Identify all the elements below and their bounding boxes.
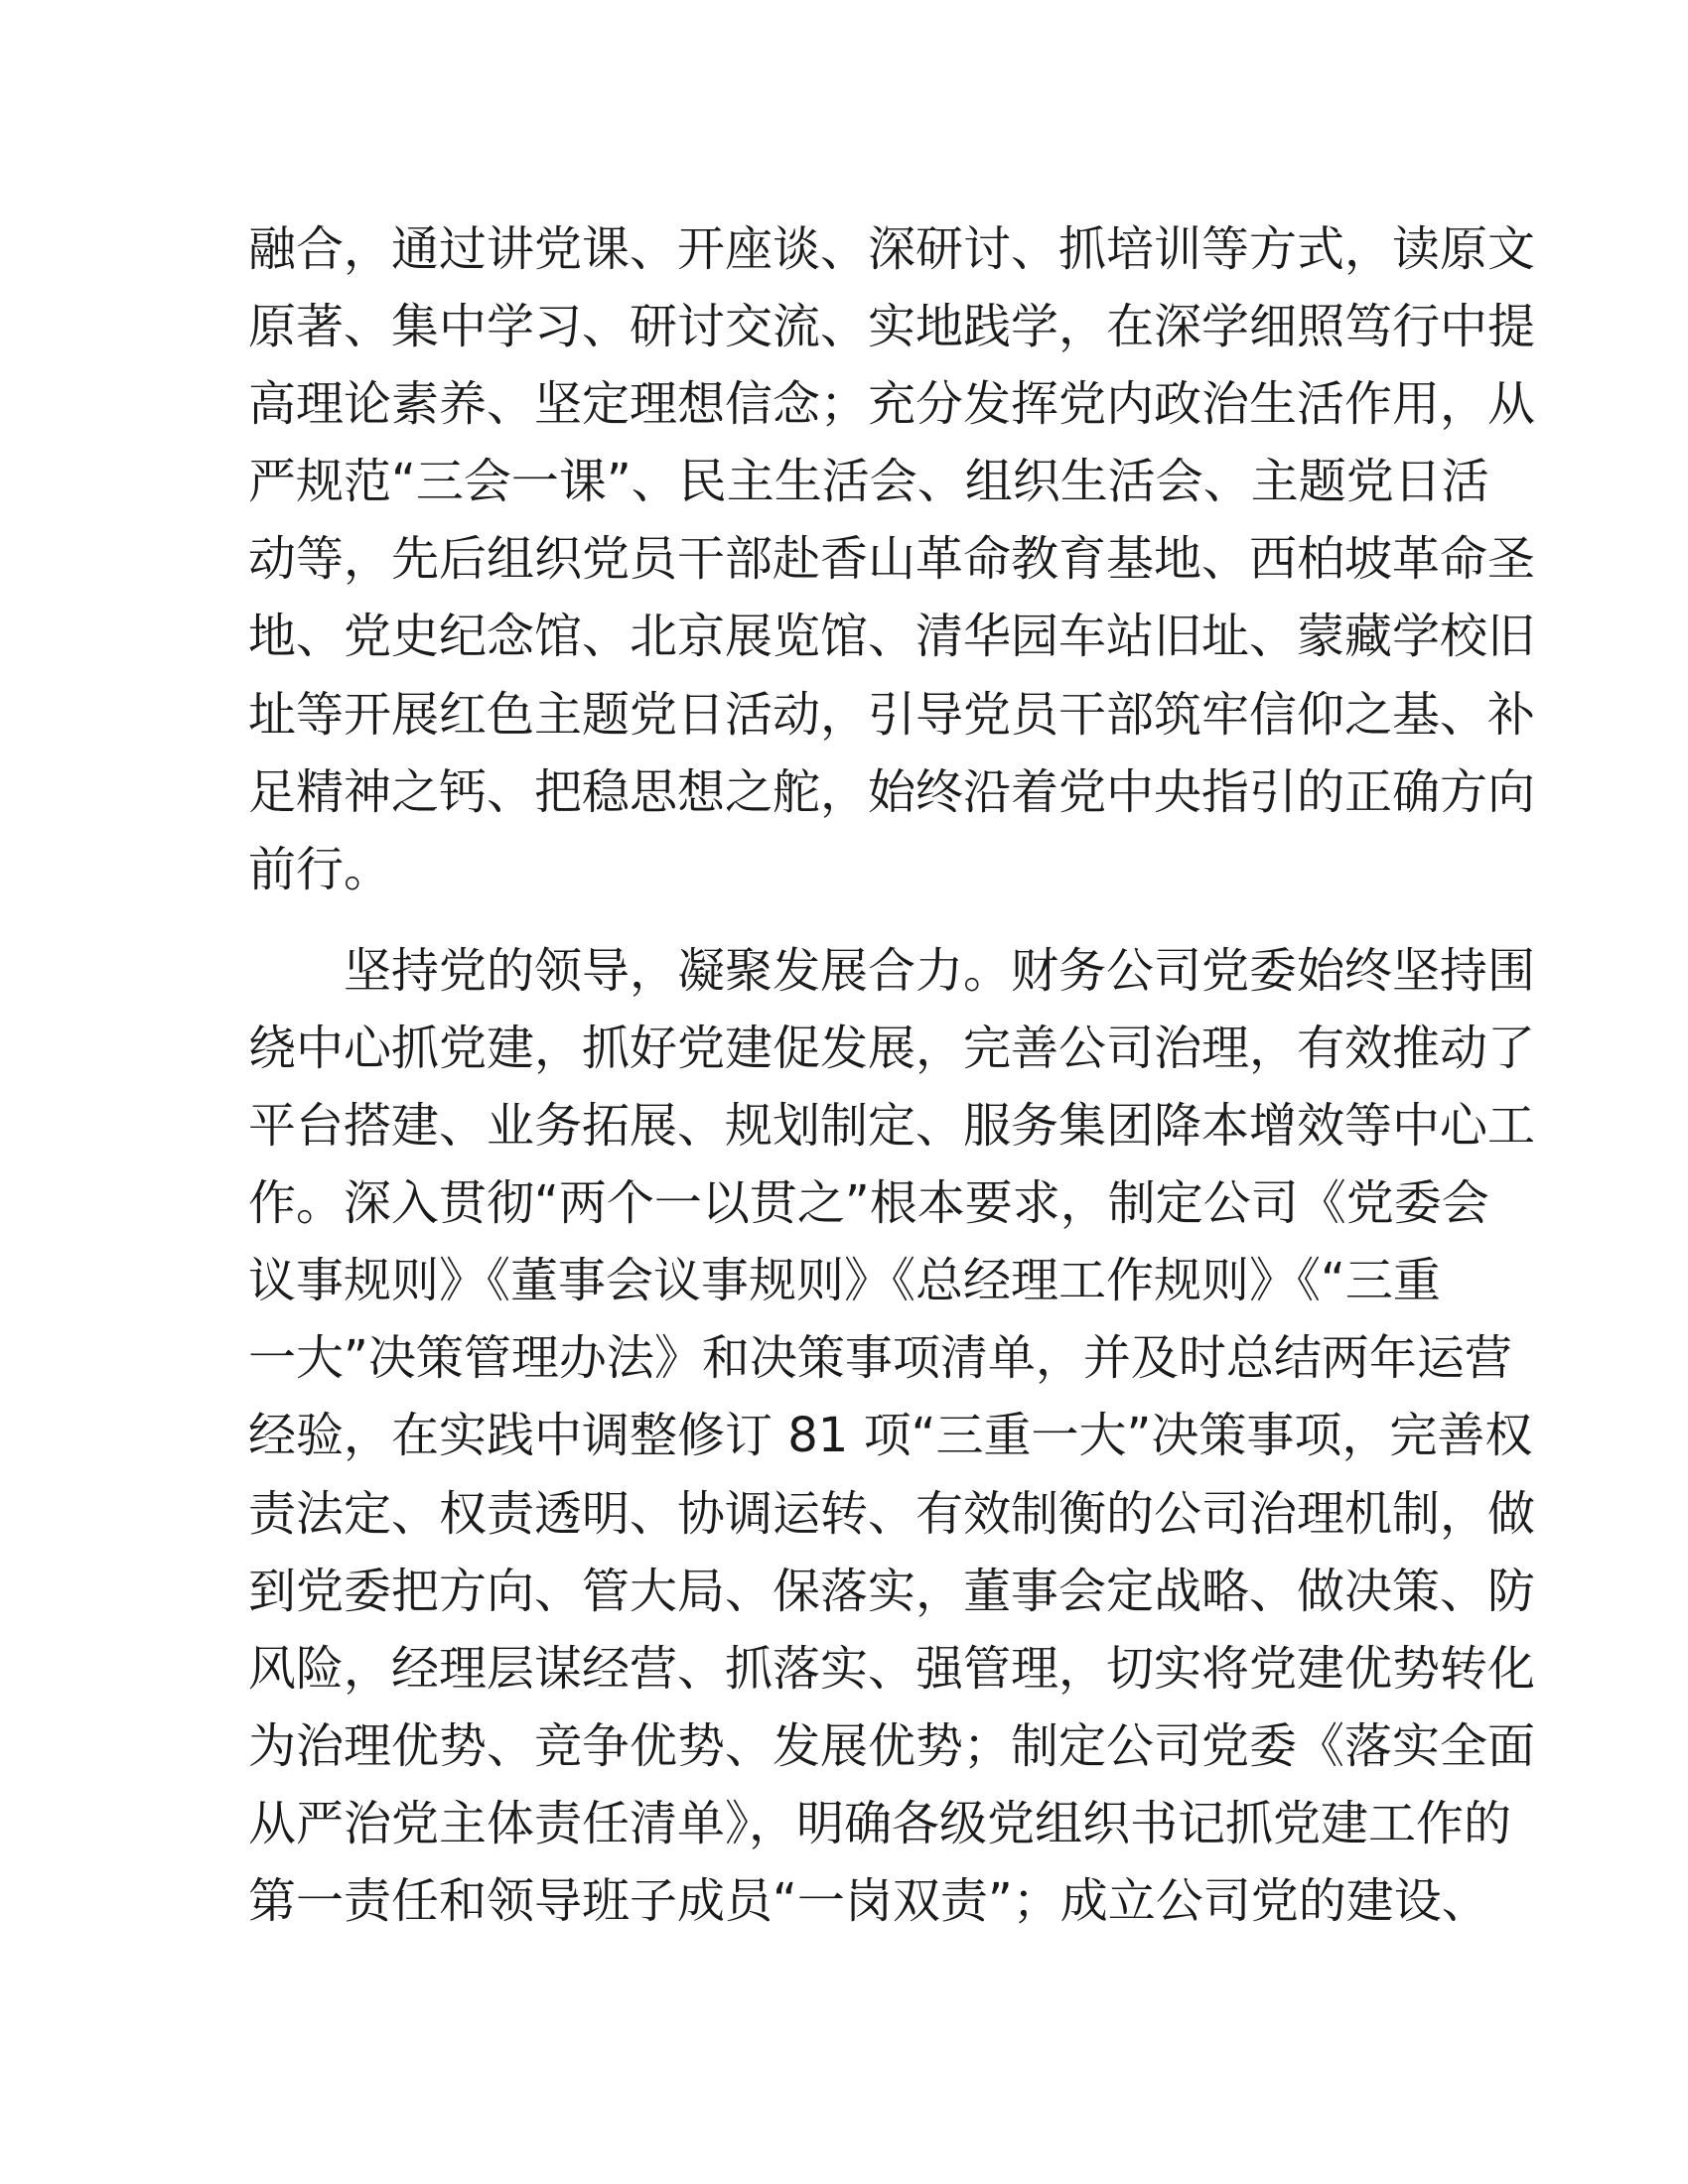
text-line: 经验，在实践中调整修订 81 项“三重一大”决策事项，完善权 <box>248 1408 1533 1464</box>
text-line: 融合，通过讲党课、开座谈、深研讨、抓培训等方式，读原文 <box>248 221 1536 277</box>
text-line: 地、党史纪念馆、北京展览馆、清华园车站旧址、蒙藏学校旧 <box>248 609 1536 665</box>
text-line: 严规范“三会一课”、民主生活会、组织生活会、主题党日活 <box>248 454 1489 510</box>
text-line: 坚持党的领导，凝聚发展合力。财务公司党委始终坚持围 <box>344 942 1536 999</box>
text-line: 议事规则》《董事会议事规则》《总经理工作规则》《“三重 <box>248 1253 1441 1309</box>
text-line: 到党委把方向、管大局、保落实，董事会定战略、做决策、防 <box>248 1563 1536 1619</box>
text-line: 址等开展红色主题党日活动，引导党员干部筑牢信仰之基、补 <box>248 686 1536 743</box>
text-line: 为治理优势、竞争优势、发展优势；制定公司党委《落实全面 <box>248 1717 1536 1774</box>
text-line: 足精神之钙、把稳思想之舵，始终沿着党中央指引的正确方向 <box>248 763 1536 820</box>
text-line: 前行。 <box>248 841 392 897</box>
text-line: 作。深入贯彻“两个一以贯之”根本要求，制定公司《党委会 <box>248 1175 1489 1232</box>
text-line: 责法定、权责透明、协调运转、有效制衡的公司治理机制，做 <box>248 1485 1536 1542</box>
text-line: 第一责任和领导班子成员“一岗双责”；成立公司党的建设、 <box>248 1872 1489 1929</box>
body-text <box>248 210 1536 1940</box>
paragraph-2 <box>248 932 1536 1940</box>
text-line: 高理论素养、坚定理想信念；充分发挥党内政治生活作用，从 <box>248 376 1536 433</box>
text-line: 绕中心抓党建，抓好党建促发展，完善公司治理，有效推动了 <box>248 1020 1536 1076</box>
text-line: 平台搭建、业务拓展、规划制定、服务集团降本增效等中心工 <box>248 1098 1536 1155</box>
text-line: 从严治党主体责任清单》，明确各级党组织书记抓党建工作的 <box>248 1795 1512 1851</box>
paragraph-1 <box>248 210 1536 908</box>
text-line: 原著、集中学习、研讨交流、实地践学，在深学细照笃行中提 <box>248 299 1536 355</box>
text-line: 一大”决策管理办法》和决策事项清单，并及时总结两年运营 <box>248 1330 1512 1387</box>
text-line: 风险，经理层谋经营、抓落实、强管理，切实将党建优势转化 <box>248 1640 1536 1697</box>
text-line: 动等，先后组织党员干部赴香山革命教育基地、西柏坡革命圣 <box>248 531 1536 588</box>
